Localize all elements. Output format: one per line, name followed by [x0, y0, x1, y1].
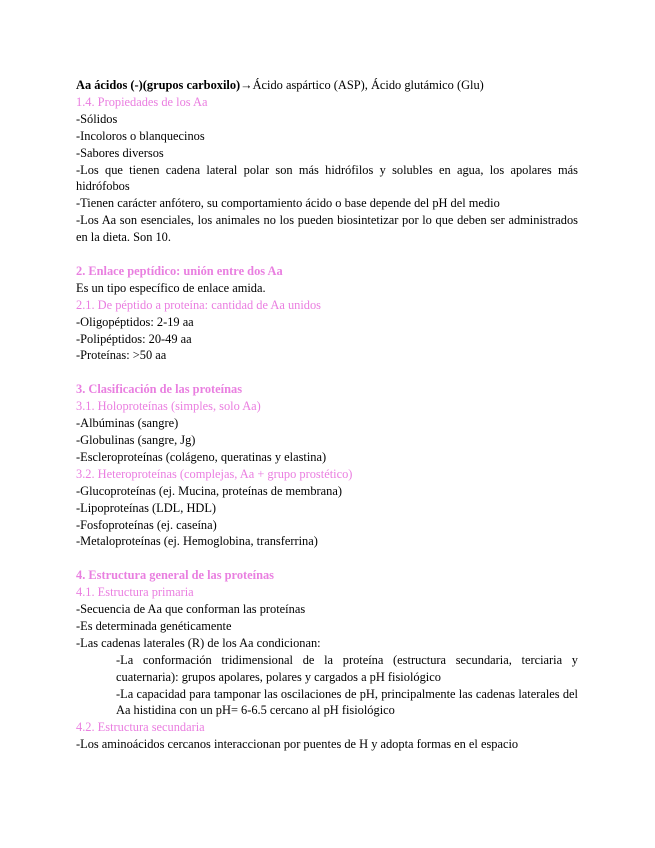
list-item: -Oligopéptidos: 2-19 aa [76, 314, 194, 329]
list-item: -Albúminas (sangre) [76, 416, 179, 431]
list-item: -Glucoproteínas (ej. Mucina, proteínas de membrana) [76, 483, 342, 498]
list-item: -Polipéptidos: 20-49 aa [76, 331, 192, 346]
heading-2-1: 2.1. De péptido a proteína: cantidad de Aa unidos [76, 297, 321, 312]
list-item: -Sabores diversos [76, 145, 164, 160]
document-page [76, 77, 578, 753]
list-item: -Los Aa son esenciales, los animales no los pueden biosintetizar por lo que deben ser administrados en la dieta. Son 10. [76, 213, 578, 245]
list-item: -Escleroproteínas (colágeno, queratinas y elastina) [76, 449, 327, 464]
list-item: -Incoloros o blanquecinos [76, 128, 205, 143]
list-item: -Secuencia de Aa que conforman las proteínas [76, 602, 306, 617]
heading-1-4: 1.4. Propiedades de los Aa [76, 94, 208, 109]
list-item: -Metaloproteínas (ej. Hemoglobina, transferrina) [76, 534, 318, 549]
intro-line [76, 77, 578, 94]
list-item: -Es determinada genéticamente [76, 618, 232, 633]
heading-3: 3. Clasificación de las proteínas [76, 382, 243, 397]
list-item: -Sólidos [76, 111, 118, 126]
list-item: -Los que tienen cadena lateral polar son más hidrófilos y solubles en agua, los apolares más hidrófobos [76, 162, 578, 194]
list-item: -Fosfoproteínas (ej. caseína) [76, 517, 217, 532]
spacer [76, 246, 578, 263]
heading-4-1: 4.1. Estructura primaria [76, 585, 194, 600]
intro-rest: →Ácido aspártico (ASP), Ácido glutámico (Glu) [240, 78, 484, 92]
spacer [76, 550, 578, 567]
heading-3-2: 3.2. Heteroproteínas (complejas, Aa + grupo prostético) [76, 466, 353, 481]
list-item: -Tienen carácter anfótero, su comportamiento ácido o base depende del pH del medio [76, 196, 500, 211]
heading-2: 2. Enlace peptídico: unión entre dos Aa [76, 263, 283, 278]
paragraph: Es un tipo específico de enlace amida. [76, 280, 266, 295]
indented-item: -La capacidad para tamponar las oscilaciones de pH, principalmente las cadenas laterales del Aa histidina con un pH= 6-6.5 cercano al pH fisiológico [116, 686, 578, 718]
list-item: -Los aminoácidos cercanos interaccionan por puentes de H y adopta formas en el espacio [76, 737, 519, 752]
heading-3-1: 3.1. Holoproteínas (simples, solo Aa) [76, 399, 261, 414]
spacer [76, 364, 578, 381]
list-item: -Proteínas: >50 aa [76, 348, 167, 363]
list-item: -Las cadenas laterales (R) de los Aa condicionan: [76, 635, 321, 650]
heading-4: 4. Estructura general de las proteínas [76, 568, 275, 583]
indented-item: -La conformación tridimensional de la proteína (estructura secundaria, terciaria y cuaternaria): grupos apolares, polares y cargados a pH fisiológico [116, 652, 578, 684]
intro-bold: Aa ácidos (-)(grupos carboxilo) [76, 78, 241, 92]
heading-4-2: 4.2. Estructura secundaria [76, 720, 205, 735]
list-item: -Globulinas (sangre, Jg) [76, 433, 196, 447]
list-item: -Lipoproteínas (LDL, HDL) [76, 500, 217, 515]
